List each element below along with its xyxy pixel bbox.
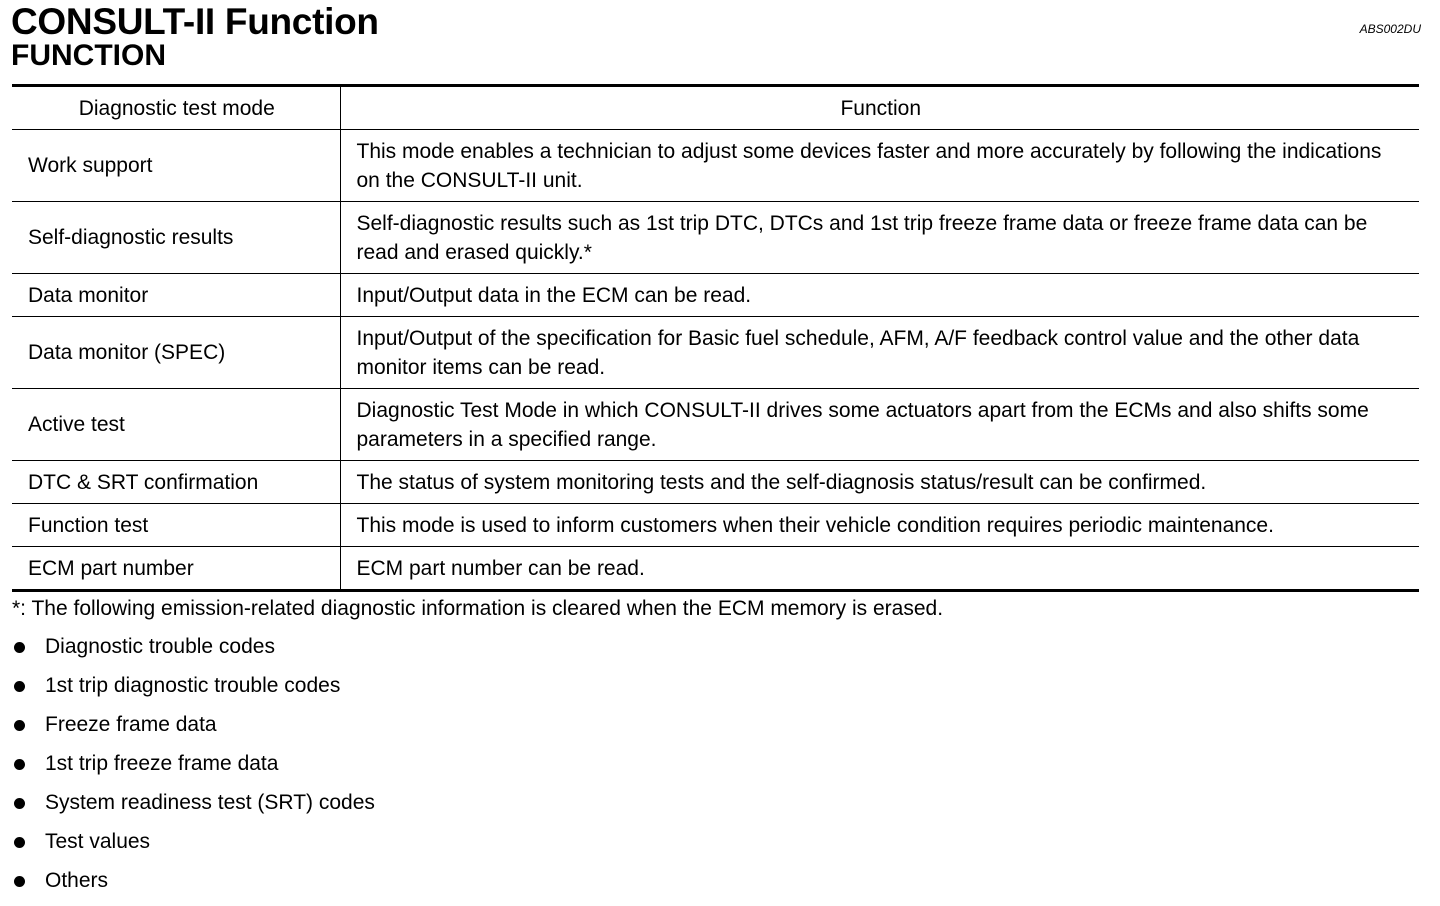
table-header-row bbox=[12, 86, 1419, 130]
section-title: FUNCTION bbox=[11, 39, 166, 72]
function-cell: Diagnostic Test Mode in which CONSULT-II drives some actuators apart from the ECMs and also shifts some parameters in a specified range. bbox=[340, 389, 1419, 461]
bullet-icon bbox=[14, 759, 25, 770]
bullet-icon bbox=[14, 681, 25, 692]
mode-cell: Active test bbox=[12, 389, 340, 461]
column-header-mode: Diagnostic test mode bbox=[12, 86, 340, 130]
document-code: ABS002DU bbox=[1359, 22, 1421, 36]
cleared-items-list bbox=[12, 633, 375, 906]
list-item bbox=[12, 633, 375, 672]
function-table bbox=[12, 84, 1419, 592]
table-row bbox=[12, 202, 1419, 274]
function-cell: This mode enables a technician to adjust some devices faster and more accurately by following the indications on the CONSULT-II unit. bbox=[340, 130, 1419, 202]
table-row bbox=[12, 504, 1419, 547]
bullet-icon bbox=[14, 876, 25, 887]
list-item-text: Test values bbox=[45, 830, 151, 853]
table-row bbox=[12, 130, 1419, 202]
mode-cell: Self-diagnostic results bbox=[12, 202, 340, 274]
function-cell: Self-diagnostic results such as 1st trip DTC, DTCs and 1st trip freeze frame data or freeze frame data can be read and erased quickly.* bbox=[340, 202, 1419, 274]
list-item bbox=[12, 789, 375, 828]
function-cell: Input/Output of the specification for Basic fuel schedule, AFM, A/F feedback control value and the other data monitor items can be read. bbox=[340, 317, 1419, 389]
function-cell: Input/Output data in the ECM can be read. bbox=[340, 274, 1419, 317]
table-row bbox=[12, 317, 1419, 389]
bullet-icon bbox=[14, 837, 25, 848]
mode-cell: Data monitor (SPEC) bbox=[12, 317, 340, 389]
function-cell: ECM part number can be read. bbox=[340, 547, 1419, 591]
list-item-text: Diagnostic trouble codes bbox=[45, 635, 275, 658]
list-item bbox=[12, 711, 375, 750]
page-title: CONSULT-II Function bbox=[11, 1, 379, 42]
list-item-text: 1st trip diagnostic trouble codes bbox=[45, 674, 341, 697]
mode-cell: Data monitor bbox=[12, 274, 340, 317]
bullet-icon bbox=[14, 720, 25, 731]
table-row bbox=[12, 461, 1419, 504]
list-item-text: 1st trip freeze frame data bbox=[45, 752, 279, 775]
bullet-icon bbox=[14, 798, 25, 809]
function-cell: The status of system monitoring tests and the self-diagnosis status/result can be confirmed. bbox=[340, 461, 1419, 504]
table-row bbox=[12, 389, 1419, 461]
list-item-text: System readiness test (SRT) codes bbox=[45, 791, 375, 814]
mode-cell: DTC & SRT confirmation bbox=[12, 461, 340, 504]
list-item bbox=[12, 867, 375, 906]
function-cell: This mode is used to inform customers when their vehicle condition requires periodic maintenance. bbox=[340, 504, 1419, 547]
bullet-icon bbox=[14, 642, 25, 653]
list-item-text: Others bbox=[45, 869, 109, 892]
mode-cell: Function test bbox=[12, 504, 340, 547]
list-item bbox=[12, 828, 375, 867]
list-item-text: Freeze frame data bbox=[45, 713, 217, 736]
list-item bbox=[12, 672, 375, 711]
table-row bbox=[12, 547, 1419, 591]
footnote: *: The following emission-related diagnostic information is cleared when the ECM memory is erased. bbox=[12, 597, 944, 620]
mode-cell: Work support bbox=[12, 130, 340, 202]
page-header bbox=[11, 0, 1421, 80]
table-row bbox=[12, 274, 1419, 317]
mode-cell: ECM part number bbox=[12, 547, 340, 591]
column-header-function: Function bbox=[340, 86, 1419, 130]
list-item bbox=[12, 750, 375, 789]
